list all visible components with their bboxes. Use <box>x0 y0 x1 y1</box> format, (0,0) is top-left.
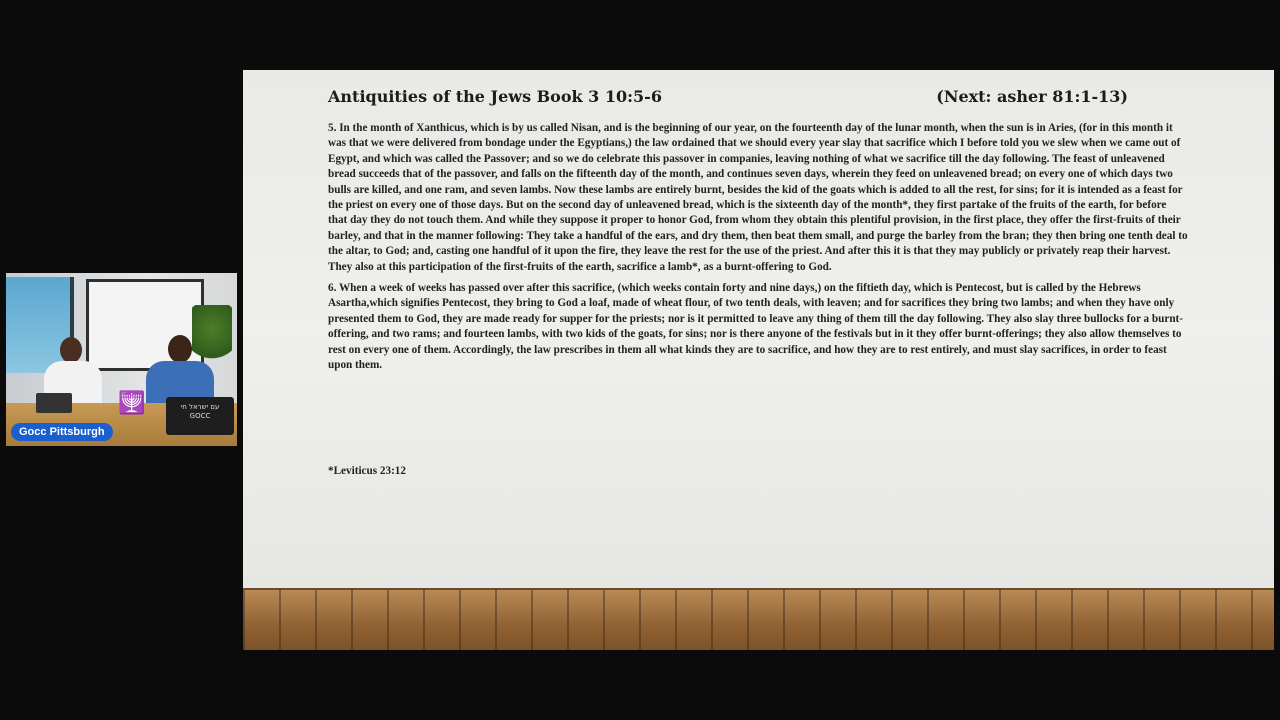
presenter-left-head <box>60 337 82 363</box>
laptop-left <box>36 393 72 413</box>
channel-label: Gocc Pittsburgh <box>11 423 113 441</box>
menorah-icon: 🕎 <box>118 391 146 416</box>
presenter-right-head <box>168 335 192 363</box>
webcam-feed <box>6 273 237 446</box>
wood-floor-decoration <box>243 588 1274 650</box>
presentation-slide <box>243 70 1274 650</box>
next-reading-label: (Next: asher 81:1-13) <box>936 87 1128 106</box>
slide-footnote: *Leviticus 23:12 <box>328 465 406 477</box>
slide-title: Antiquities of the Jews Book 3 10:5-6 <box>328 87 662 106</box>
slide-body <box>328 121 1188 380</box>
slide-header <box>328 87 1128 109</box>
laptop-sticker: עם ישראל חי GOCC <box>180 403 220 420</box>
laptop-right <box>166 397 234 435</box>
paragraph-6: 6. When a week of weeks has passed over after this sacrifice, (which weeks contain forty and nine days,) on the fiftieth day, which is Pentecost, but is called by the Hebrews Asartha,which signifies Pentecost, they bring to God a loaf, made of wheat flour, of two tenth deals, with leaven; and for sacrifices they bring two lambs; and when they have only presented them to God, they are made ready for supper for the priests; nor is it permitted to leave any thing of them till the day following. They also slay three bullocks for a burnt-offering, and two rams; and fourteen lambs, with two kids of the goats, for sins; nor is there anyone of the festivals but in it they offer burnt-offerings; they also allow themselves to rest on every one of them. Accordingly, the law prescribes in them all what kinds they are to sacrifice, and how they are to rest entirely, and must slay sacrifices, in order to feast upon them. <box>328 282 1183 372</box>
paragraph-5: 5. In the month of Xanthicus, which is by us called Nisan, and is the beginning of our year, on the fourteenth day of the lunar month, when the sun is in Aries, (for in this month it was that we were delivered from bondage under the Egyptians,) the law ordained that we should every year slay that sacrifice which I before told you we slew when we came out of Egypt, and which was called the Passover; and so we do celebrate this passover in companies, leaving nothing of what we sacrifice till the day following. The feast of unleavened bread succeeds that of the passover, and falls on the fifteenth day of the month, and continues seven days, wherein they feed on unleavened bread; on every one of which days two bulls are killed, and one ram, and seven lambs. Now these lambs are entirely burnt, besides the kid of the goats which is added to all the rest, for sins; for it is intended as a feast for the priest on every one of those days. But on the second day of unleavened bread, which is the sixteenth day of the month*, they first partake of the fruits of the earth, for before that day they do not touch them. And while they suppose it proper to honor God, from whom they obtain this plentiful provision, in the first place, they offer the first-fruits of their barley, and that in the manner following: They take a handful of the ears, and dry them, then beat them small, and purge the barley from the bran; they then bring one tenth deal to the altar, to God; and, casting one handful of it upon the fire, they leave the rest for the use of the priest. And after this it is that they may publicly or privately reap their harvest. They also at this participation of the first-fruits of the earth, sacrifice a lamb*, as a burnt-offering to God. <box>328 122 1188 273</box>
